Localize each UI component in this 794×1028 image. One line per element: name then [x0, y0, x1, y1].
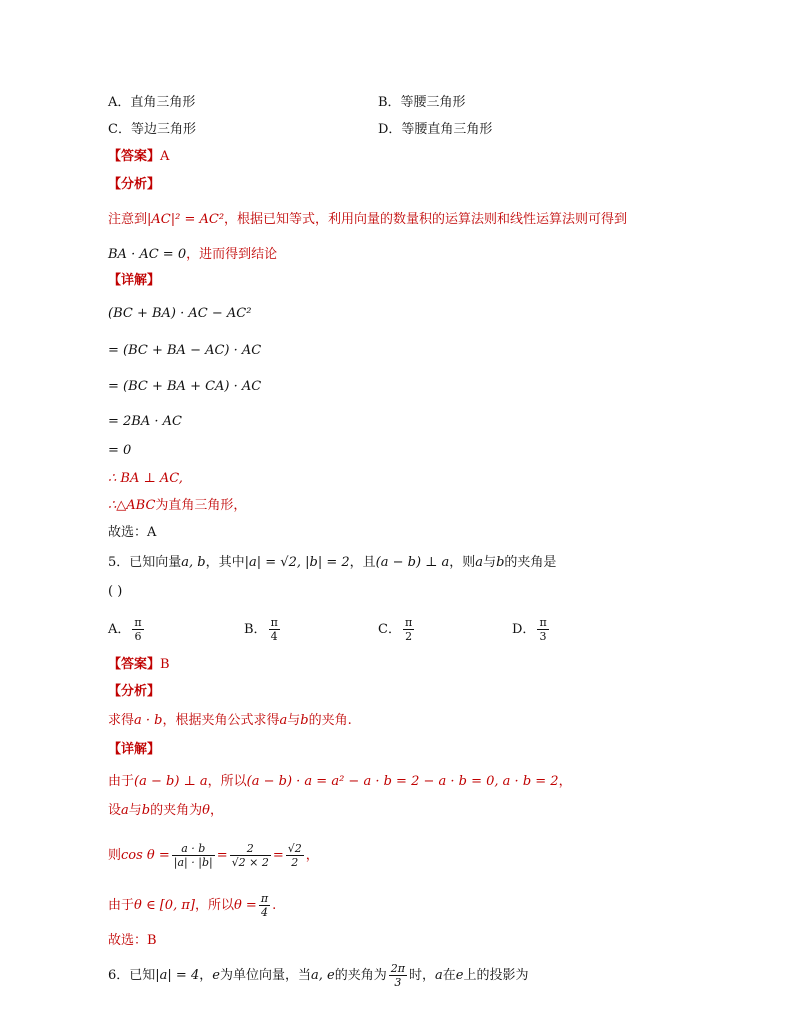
- q5-detail-1: 由于(a − b) ⊥ a，所以(a − b) · a = a² − a · b = 2 − a · b = 0, a · b = 2，: [108, 774, 572, 789]
- option-a: A．直角三角形: [108, 95, 196, 110]
- step-5: = 0: [108, 443, 132, 458]
- step-3: = (BC + BA + CA) · AC: [108, 379, 262, 394]
- q5-answer-line: 【答案】B: [108, 657, 170, 672]
- q5-detail-tag-line: 【详解】: [108, 742, 161, 757]
- option-b: B．等腰三角形: [378, 95, 466, 110]
- answer-tag: 【答案】: [108, 149, 161, 164]
- analysis-tag: 【分析】: [108, 177, 161, 192]
- q5-analysis-text: 求得a · b，根据夹角公式求得a与b的夹角.: [108, 713, 352, 728]
- q5-detail-4: 由于θ ∈ [0, π]，所以θ = $\frac{\pi}{4}$ .: [108, 892, 277, 919]
- q5-paren: ( ): [108, 584, 123, 599]
- q5-option-b: B． $\frac{\pi}{4}$: [244, 616, 278, 643]
- analysis-text-1: 注意到|AC|² = AC²，根据已知等式，利用向量的数量积的运算法则和线性运算法则可得到: [108, 212, 628, 227]
- q5-stem: 5．已知向量a, b，其中|a| = √2, |b| = 2，且(a − b) ⊥ a，则a与b的夹角是: [108, 555, 557, 570]
- q5-option-c: C． $\frac{\pi}{2}$: [378, 616, 413, 643]
- step-2: = (BC + BA − AC) · AC: [108, 343, 262, 358]
- analysis-math-2: BA · AC = 0: [108, 247, 187, 262]
- choose-q4: 故选：A: [108, 525, 157, 540]
- detail-tag: 【详解】: [108, 273, 161, 288]
- q5-analysis-tag-line: 【分析】: [108, 684, 161, 699]
- q6-stem: 6．已知|a| = 4，e为单位向量，当a, e的夹角为 $\frac{2\pi}{3}$ 时，a在e上的投影为: [108, 962, 529, 989]
- option-c: C．等边三角形: [108, 122, 196, 137]
- q5-option-d: D． $\frac{\pi}{3}$: [512, 616, 547, 643]
- q5-option-a: A． $\frac{\pi}{6}$: [108, 616, 142, 643]
- step-4: = 2BA · AC: [108, 414, 182, 429]
- q5-detail-2: 设a与b的夹角为θ，: [108, 803, 223, 818]
- q5-detail-3: 则cos θ = $\frac{a \cdot b}{|a| \cdot |b|}$ = $\frac{2}{√2 \times 2}$ = $\frac{√2}{2}$ ，: [108, 842, 319, 869]
- detail-tag-line: [108, 272, 160, 290]
- choose-q5: 故选：B: [108, 933, 157, 948]
- analysis-math-1: |AC|² = AC²: [147, 212, 225, 227]
- option-d: D．等腰直角三角形: [378, 122, 493, 137]
- answer-line: [108, 148, 169, 166]
- analysis-text-2: BA · AC = 0，进而得到结论: [108, 247, 278, 262]
- analysis-tag-line: [108, 176, 160, 194]
- answer-value: A: [160, 149, 170, 164]
- conclusion-1: ∴ BA ⊥ AC,: [108, 471, 183, 486]
- q5-answer-value: B: [160, 657, 170, 672]
- step-1: (BC + BA) · AC − AC²: [108, 306, 252, 321]
- conclusion-2: ∴△ABC为直角三角形，: [108, 498, 247, 513]
